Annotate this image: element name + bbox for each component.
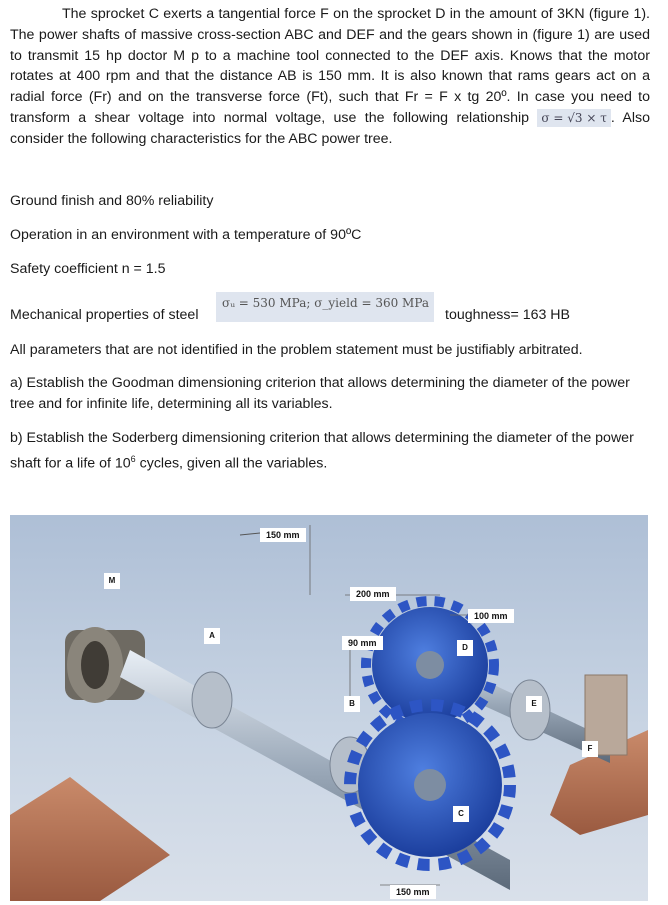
- point-label-m: M: [104, 573, 120, 589]
- dimension-label-150-bottom: 150 mm: [390, 885, 436, 899]
- dimension-label-200: 200 mm: [350, 587, 396, 601]
- steel-properties-formula: σᵤ = 530 MPa; σ_yield = 360 MPa: [216, 292, 434, 322]
- figure-1: [10, 515, 648, 901]
- statement-text: The sprocket C exerts a tangential force F on the sprocket D in the amount of 3KN (figure 1). The power shafts of massive cross-section ABC and DEF and the gears shown in (figure 1) are used to transmit 15 hp doctor M p to a machine tool connected to the DEF axis. Knows that the motor rotates at 400 rpm and that the distance AB is 150 mm. It is also known that rams gears act on a radial force (Fr) and on the transverse force (Ft), such that Fr = F x tg 20º. In case you need to transform a shear voltage into normal voltage, use the following relationship: [10, 6, 650, 126]
- dimension-label-150-top: 150 mm: [260, 528, 306, 542]
- parameters-line: All parameters that are not identified in the problem statement must be justifiably arbitrated.: [10, 342, 583, 358]
- dimension-label-90: 90 mm: [342, 636, 383, 650]
- point-label-b: B: [344, 696, 360, 712]
- toughness-line: toughness= 163 HB: [445, 307, 571, 323]
- point-label-c: C: [453, 806, 469, 822]
- part-b-text: b) Establish the Soderberg dimensioning criterion that allows determining the diameter of the power shaft for a life of 10: [10, 430, 634, 472]
- motor-end: [81, 641, 109, 689]
- shear-normal-relationship-formula: σ = √3 × τ: [537, 109, 610, 127]
- point-label-d: D: [457, 640, 473, 656]
- part-b-tail: cycles, given all the variables.: [135, 455, 328, 472]
- statement-text-tail: . Also consider the following characteristics for the ABC power tree.: [10, 109, 650, 147]
- part-b: [10, 428, 650, 474]
- properties-label: Mechanical properties of steel: [10, 307, 199, 323]
- finish-line: Ground finish and 80% reliability: [10, 193, 214, 209]
- point-label-f: F: [582, 741, 598, 757]
- safety-line: Safety coefficient n = 1.5: [10, 261, 166, 277]
- part-a: a) Establish the Goodman dimensioning criterion that allows determining the diameter of the power tree and for infinite life, determining all its variables.: [10, 375, 630, 412]
- dimension-label-100: 100 mm: [468, 609, 514, 623]
- part-b-exponent: 6: [130, 453, 136, 464]
- temperature-line: Operation in an environment with a temperature of 90ºC: [10, 227, 362, 243]
- point-label-a: A: [204, 628, 220, 644]
- bearing-a: [192, 672, 232, 728]
- point-label-e: E: [526, 696, 542, 712]
- problem-statement: [10, 4, 650, 150]
